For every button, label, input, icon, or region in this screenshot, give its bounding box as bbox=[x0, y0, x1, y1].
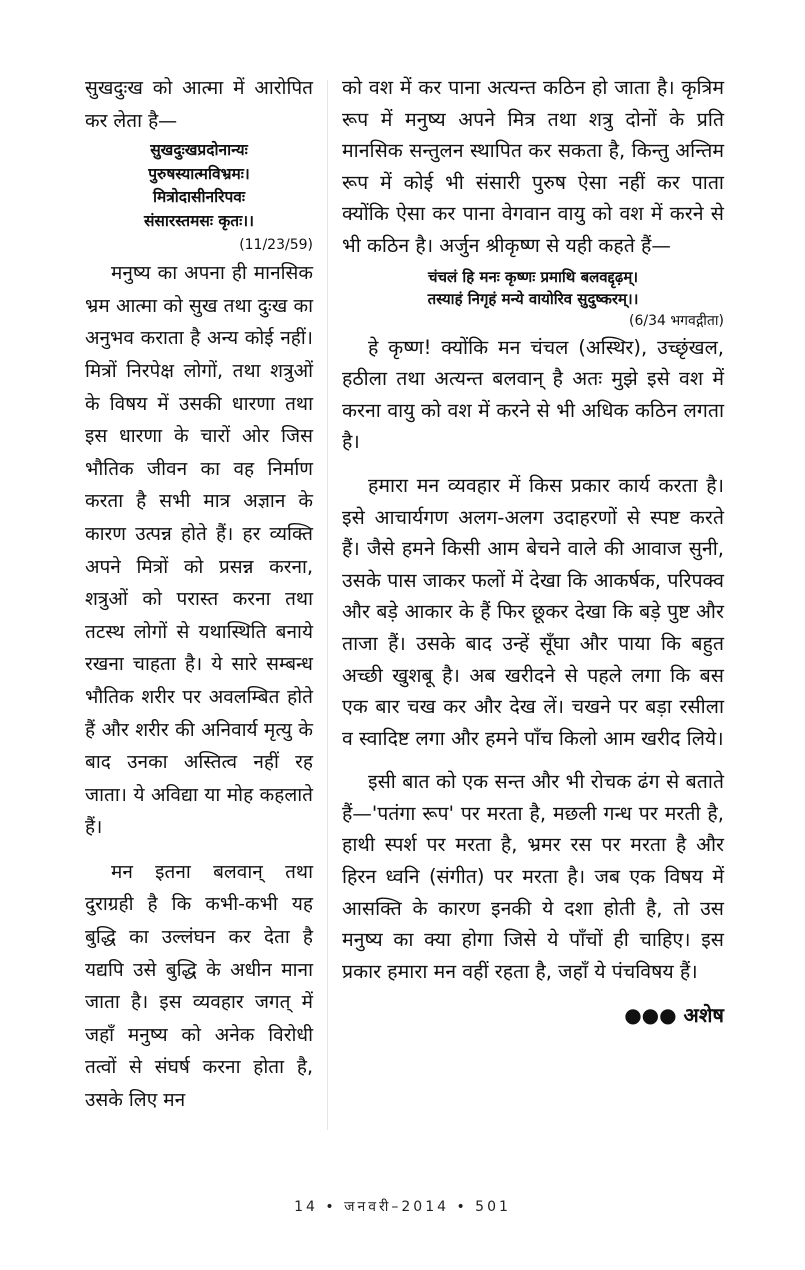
verse-line: मित्रोदासीनरिपवः bbox=[152, 188, 246, 207]
paragraph: हमारा मन व्यवहार में किस प्रकार कार्य करता है। इसे आचार्यगण अलग-अलग उदाहरणों से स्पष्ट करते हैं। जैसे हमने किसी आम बेचने वाले की आवाज सुनी, उसके पास जाकर फलों में देखा कि आकर्षक, परिपक्व और बड़े आकार के हैं फिर छूकर देखा कि बड़े पुष्ट और ताजा हैं। उसके बाद उन्हें सूँघा और पाया कि बहुत अच्छी खुशबू है। अब खरीदने से पहले लगा कि बस एक बार चख कर और देख लें। चखने पर बड़ा रसीला व स्वादिष्ट लगा और हमने पाँच किलो आम खरीद लिये। bbox=[342, 473, 724, 750]
verse-line: संसारस्तमसः कृतः।। bbox=[143, 211, 255, 230]
column-divider bbox=[327, 80, 328, 1130]
paragraph: हे कृष्ण! क्योंकि मन चंचल (अस्थिर), उच्छृंखल, हठीला तथा अत्यन्त बलवान् है अतः मुझे इसे वश में करना वायु को वश में करने से भी अधिक कठिन लगता है। bbox=[342, 335, 724, 454]
page-footer: 14 • जनवरी–2014 • 501 bbox=[294, 1199, 511, 1215]
paragraph: मन इतना बलवान् तथा दुराग्रही है कि कभी-कभी यह बुद्धि का उल्लंघन कर देता है यद्यपि उसे बुद्धि के अधीन माना जाता है। इस व्यवहार जगत् में जहाँ मनुष्य को अनेक विरोधी तत्वों से संघर्ष करना होता है, उसके लिए मन bbox=[85, 860, 313, 1112]
left-column bbox=[85, 72, 313, 1117]
verse-line: चंचलं हि मनः कृष्णः प्रमाथि बलवद्दृढ़म्। bbox=[427, 267, 639, 286]
intro-text: सुखदुःख को आत्मा में आरोपित कर लेता है— bbox=[85, 77, 313, 132]
paragraph: को वश में कर पाना अत्यन्त कठिन हो जाता है। कृत्रिम रूप में मनुष्य अपने मित्र तथा शत्रु दोनों के प्रति मानसिक सन्तुलन स्थापित कर सकता है, किन्तु अन्तिम रूप में कोई भी संसारी पुरुष ऐसा नहीं कर पाता क्योंकि ऐसा कर पाना वेगवान वायु को वश में करने से भी कठिन है। अर्जुन श्रीकृष्ण से यही कहते हैं— bbox=[342, 76, 724, 257]
bhagavatam-verse bbox=[85, 139, 313, 233]
verse-line: पुरुषस्यात्मविभ्रमः। bbox=[148, 164, 250, 183]
verse-reference: (11/23/59) bbox=[239, 237, 313, 254]
verse-line: तस्याहं निगृहं मन्ये वायोरिव सुदुष्करम्।। bbox=[427, 289, 639, 308]
paragraph: इसी बात को एक सन्त और भी रोचक ढंग से बताते हैं—'पतंगा रूप' पर मरता है, मछली गन्ध पर मरती है, हाथी स्पर्श पर मरता है, भ्रमर रस पर मरता है और हिरन ध्वनि (संगीत) पर मरता है। जब एक विषय में आसक्ति के कारण इनकी ये दशा होती है, तो उस मनुष्य का क्या होगा जिसे ये पाँचों ही चाहिए। इस प्रकार हमारा मन वहीं रहता है, जहाँ ये पंचविषय हैं। bbox=[342, 770, 724, 983]
right-column bbox=[342, 72, 724, 1028]
verse-line: सुखदुःखप्रदोनान्यः bbox=[150, 141, 248, 160]
verse-reference: (6/34 भगवद्गीता) bbox=[628, 312, 724, 329]
gita-verse bbox=[342, 266, 724, 310]
author-signature: ●●● अशेष bbox=[624, 1003, 724, 1028]
paragraph: मनुष्य का अपना ही मानसिक भ्रम आत्मा को सुख तथा दुःख का अनुभव कराता है अन्य कोई नहीं। मित्रों निरपेक्ष लोगों, तथा शत्रुओं के विषय में उसकी धारणा तथा इस धारणा के चारों ओर जिस भौतिक जीवन का वह निर्माण करता है सभी मात्र अज्ञान के कारण उत्पन्न होते हैं। हर व्यक्ति अपने मित्रों को प्रसन्न करना, शत्रुओं को परास्त करना तथा तटस्थ लोगों से यथास्थिति बनाये रखना चाहता है। ये सारे सम्बन्ध भौतिक शरीर पर अवलम्बित होते हैं और शरीर की अनिवार्य मृत्यु के बाद उनका अस्तित्व नहीं रह जाता। ये अविद्या या मोह कहलाते हैं। bbox=[85, 262, 313, 839]
